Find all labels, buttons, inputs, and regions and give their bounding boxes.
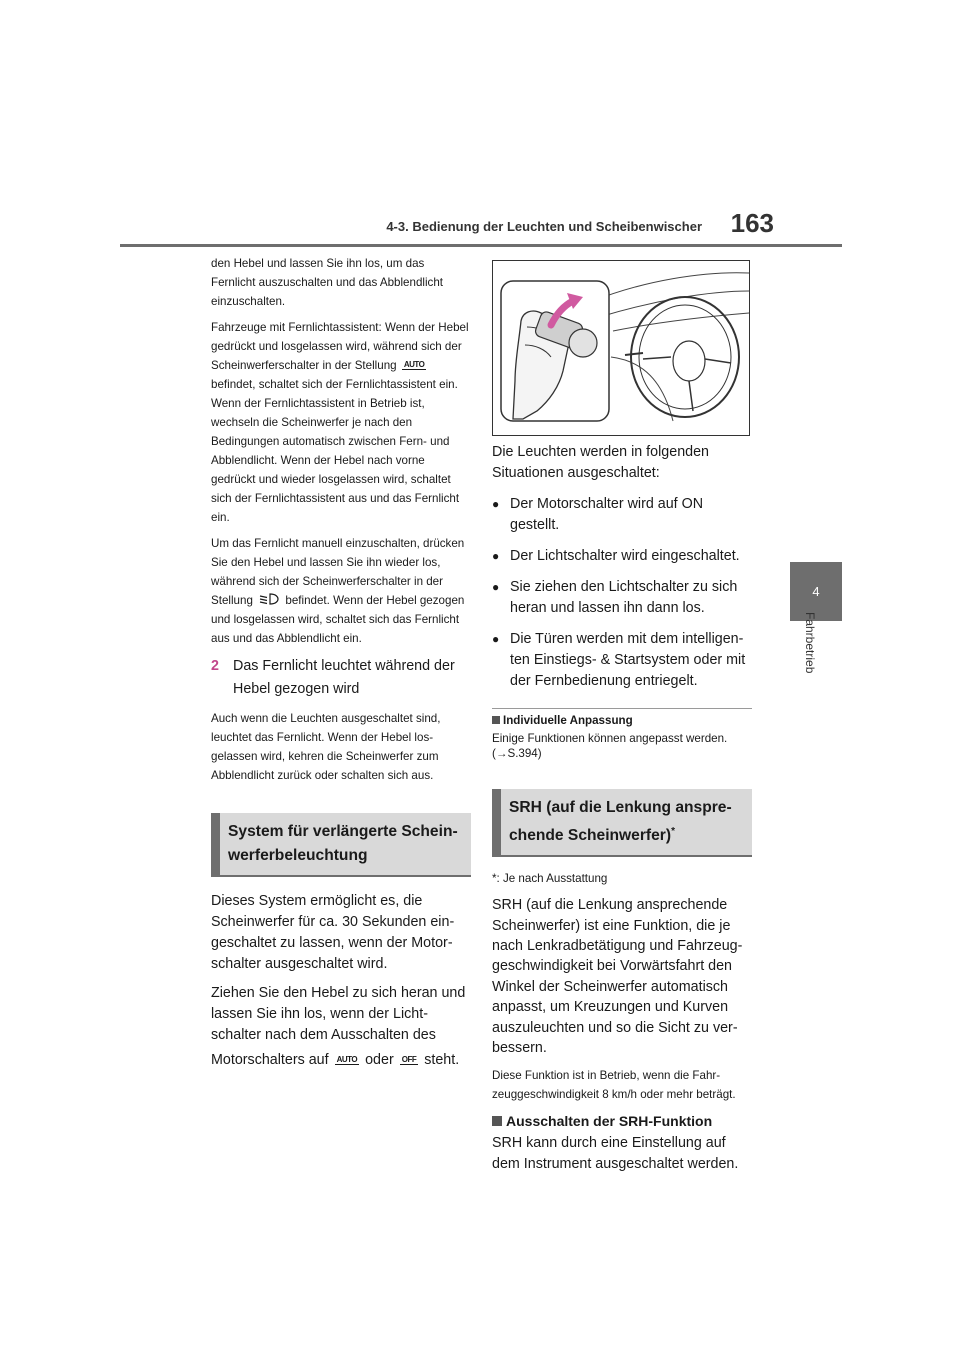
paragraph xyxy=(492,1133,752,1175)
section-title: 4-3. Bedienung der Leuchten und Scheibenwischer xyxy=(386,219,702,234)
list-item-text: Sie ziehen den Lichtschalter zu sich heran und lassen ihn dann los. xyxy=(510,579,738,616)
list-item-text: Der Motorschalter wird auf ON gestellt. xyxy=(510,496,704,533)
paragraph-text: Ziehen Sie den Hebel zu sich heran und lassen Sie ihn los, wenn der Lichtschalter nach dem Ausschalten des xyxy=(211,985,466,1043)
paragraph-text: Die Leuchten werden in folgenden Situationen ausgeschaltet: xyxy=(492,444,709,481)
section-heading: System für verlängerte Scheinwerferbeleuchtung xyxy=(228,823,458,864)
headlight-lever-illustration xyxy=(493,261,749,435)
subheading xyxy=(492,713,752,729)
paragraph-text: den Hebel und lassen Sie ihn los, um das Fernlicht auszuschalten und das Abblendlicht einzuschalten. xyxy=(211,257,444,308)
subheading xyxy=(492,1111,752,1131)
paragraph xyxy=(492,895,752,1058)
paragraph xyxy=(211,983,471,1046)
section-heading-box xyxy=(492,789,752,857)
subhead-divider xyxy=(492,708,752,709)
paragraph-text: Fahrzeuge mit Fernlichtassistent: Wenn der Hebel gedrückt und losgelassen wird, während sich der Scheinwerferschalter in der Stellung xyxy=(211,321,469,372)
chapter-label: Fahrbetrieb xyxy=(803,612,817,674)
paragraph xyxy=(211,709,471,785)
bullet-icon: ● xyxy=(492,632,500,646)
bullet-icon: ● xyxy=(492,549,500,563)
subheading-text: Individuelle Anpassung xyxy=(503,714,633,727)
low-beam-icon xyxy=(258,592,280,606)
list-item xyxy=(492,577,752,619)
right-column xyxy=(492,260,752,1183)
auto-icon: AUTO xyxy=(403,360,425,369)
paragraph xyxy=(211,534,471,648)
step-number: 2 xyxy=(211,658,219,674)
paragraph-text: SRH (auf die Lenkung ansprechende Scheinwerfer) ist eine Funktion, die je nach Lenkradbetätigung und Fahrzeuggeschwindigkeit bei Vorwärtsfahrt den Winkel der Scheinwerfer automatisch anpasst, um Kreuzungen und Kurven auszuleuchten und so die Sicht zu verbessern. xyxy=(492,897,743,1057)
paragraph-text: Um das Fernlicht manuell einzuschalten, drücken Sie den Hebel und lassen Sie ihn wieder los, während sich der Scheinwerferschalter in der Stellung xyxy=(211,537,465,607)
square-bullet-icon xyxy=(492,716,500,724)
step-item xyxy=(211,655,471,701)
paragraph-text: Motorschalters auf xyxy=(211,1052,329,1068)
list-item xyxy=(492,629,752,692)
bullet-icon: ● xyxy=(492,497,500,511)
section-heading xyxy=(509,796,744,848)
paragraph-text: befindet. Wenn der Hebel gezogen und losgelassen wird, schaltet sich das Fernlicht aus und das Abblendlicht ein. xyxy=(211,594,465,645)
paragraph-text: SRH kann durch eine Einstellung auf dem Instrument ausgeschaltet werden. xyxy=(492,1135,739,1173)
footnote: *: Je nach Ausstattung xyxy=(492,872,608,886)
paragraph xyxy=(492,1066,752,1104)
list-item-text: Der Lichtschalter wird eingeschaltet. xyxy=(510,548,740,564)
list-item xyxy=(492,494,752,536)
section-heading-text: SRH (auf die Lenkung ansprechende Scheinwerfer) xyxy=(509,799,732,845)
paragraph xyxy=(211,254,471,311)
step-text: Das Fernlicht leuchtet während der Hebel gezogen wird xyxy=(233,658,455,697)
paragraph-text: Auch wenn die Leuchten ausgeschaltet sind, leuchtet das Fernlicht. Wenn der Hebel losgelassen wird, kehren die Scheinwerfer zum Abblendlicht zurück oder schalten sich aus. xyxy=(211,712,441,782)
paragraph-text: oder xyxy=(365,1052,394,1068)
paragraph-text: Diese Funktion ist in Betrieb, wenn die Fahrzeuggeschwindigkeit 8 km/h oder mehr beträgt. xyxy=(492,1069,736,1102)
paragraph xyxy=(492,442,752,484)
paragraph-text: steht. xyxy=(424,1052,460,1068)
paragraph xyxy=(211,1050,471,1071)
paragraph-text: befindet, schaltet sich der Fernlichtassistent ein. Wenn der Fernlichtassistent in Betrieb ist, wechseln die Scheinwerfer je nach den Bedingungen automatisch zwischen Fern- und Abblendlicht. Wenn der Hebel nach vorne gedrückt und wieder losgelassen wird, schaltet sich der Fernlichtassistent aus und das Fernlicht ein. xyxy=(211,378,460,524)
chapter-number: 4 xyxy=(812,584,820,599)
paragraph xyxy=(211,318,471,527)
auto-icon: AUTO xyxy=(336,1055,358,1064)
list-item-text: Die Türen werden mit dem intelligenten Einstiegs- & Startsystem oder mit der Fernbedienung entriegelt. xyxy=(510,631,746,689)
bullet-icon: ● xyxy=(492,580,500,594)
illustration-lever xyxy=(492,260,750,436)
page-number: 163 xyxy=(730,208,774,238)
paragraph xyxy=(211,891,471,975)
paragraph-text: Dieses System ermöglicht es, die Scheinwerfer für ca. 30 Sekunden eingeschaltet zu lassen, wenn der Motorschalter ausgeschaltet wird. xyxy=(211,893,455,972)
header-rule xyxy=(120,244,842,247)
square-bullet-icon xyxy=(492,1116,502,1126)
section-heading-box xyxy=(211,813,471,877)
left-column xyxy=(211,254,471,1079)
note: Einige Funktionen können angepasst werden. (→S.394) xyxy=(492,732,728,760)
off-icon: OFF xyxy=(401,1055,417,1064)
list-item xyxy=(492,546,752,567)
subheading-text: Ausschalten der SRH-Funktion xyxy=(506,1113,713,1130)
footnote-marker: * xyxy=(671,826,675,837)
